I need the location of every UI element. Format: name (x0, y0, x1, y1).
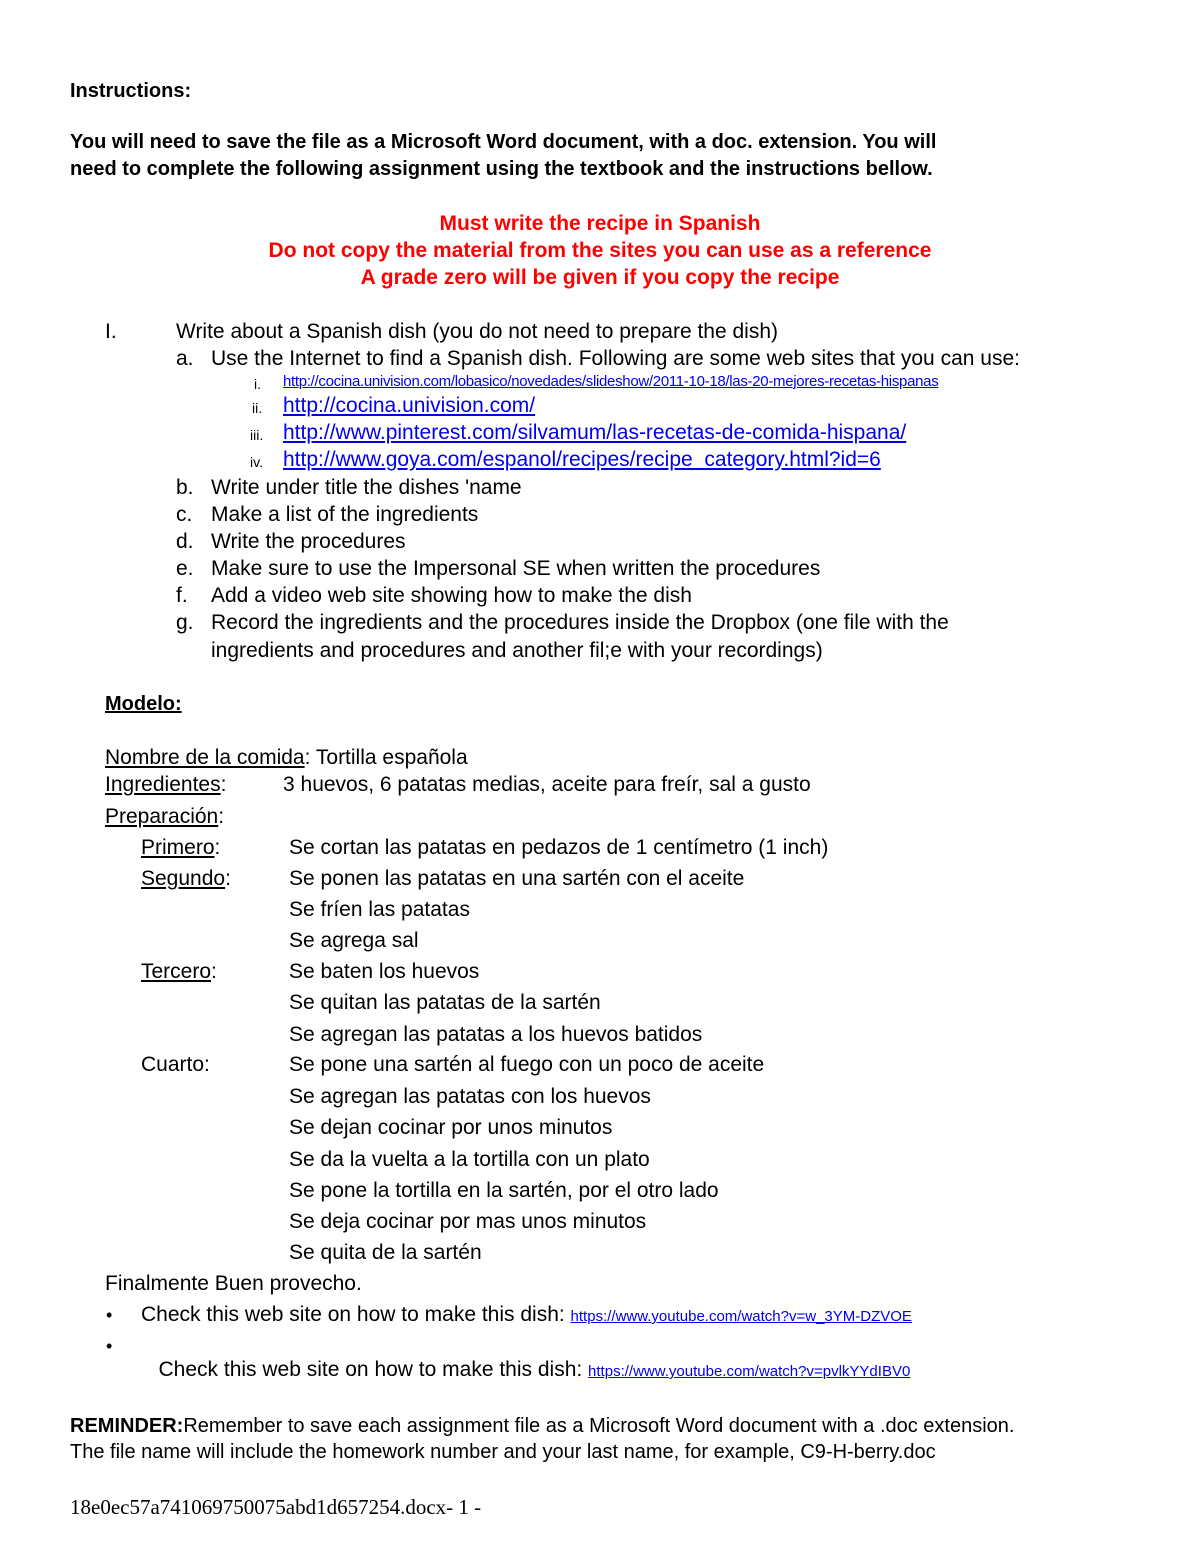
bullet-icon: • (106, 1336, 113, 1356)
step-line: Se dejan cocinar por unos minutos (289, 1116, 613, 1139)
reminder-label: REMINDER: (70, 1415, 184, 1437)
link-pinterest[interactable]: http://www.pinterest.com/silvamum/las-recetas-de-comida-hispana/ (283, 421, 907, 444)
step-line: Se quita de la sartén (289, 1241, 482, 1264)
segundo-colon: : (225, 867, 231, 890)
step-cuarto-label: Cuarto: (141, 1053, 210, 1076)
ingredients-value: 3 huevos, 6 patatas medias, aceite para freír, sal a gusto (283, 773, 811, 796)
step-line: Se pone una sartén al fuego con un poco de aceite (289, 1053, 765, 1076)
instructions-heading: Instructions: (70, 80, 192, 102)
video-link-2[interactable]: https://www.youtube.com/watch?v=pvlkYYdIBV0 (588, 1363, 911, 1380)
step-line: Se agregan las patatas a los huevos batidos (289, 1023, 703, 1046)
step-primero-label (141, 836, 220, 860)
ingredients-label: Ingredientes (105, 773, 221, 796)
item-g-text: Record the ingredients and the procedures inside the Dropbox (one file with the (211, 611, 949, 634)
step-segundo-label (141, 867, 231, 891)
step-line: Se deja cocinar por mas unos minutos (289, 1210, 647, 1233)
link-univision-recetas[interactable]: http://cocina.univision.com/lobasico/novedades/slideshow/2011-10-18/las-20-mejores-recetas-hispanas (283, 373, 939, 390)
link-univision[interactable]: http://cocina.univision.com/ (283, 394, 536, 417)
step-tercero-label (141, 960, 217, 984)
ingredients-label-row (105, 773, 226, 797)
step-line: Se agregan las patatas con los huevos (289, 1085, 651, 1108)
video-link-1[interactable]: https://www.youtube.com/watch?v=w_3YM-DZVOE (570, 1308, 912, 1325)
intro-line-2: need to complete the following assignment using the textbook and the instructions bellow. (70, 158, 933, 180)
link-marker-i: i. (254, 376, 261, 392)
item-e-marker: e. (176, 557, 194, 580)
recipe-name-value: : Tortilla española (304, 746, 468, 769)
item-f-text: Add a video web site showing how to make the dish (211, 584, 692, 607)
video-1-text: Check this web site on how to make this dish: (141, 1303, 571, 1326)
preparation-label: Preparación (105, 805, 219, 828)
item-b-text: Write under title the dishes 'name (211, 476, 522, 499)
step-line: Se pone la tortilla en la sartén, por el otro lado (289, 1179, 719, 1202)
segundo-label: Segundo (141, 867, 226, 890)
link-goya[interactable]: http://www.goya.com/espanol/recipes/recipe_category.html?id=6 (283, 448, 881, 471)
primero-label: Primero (141, 836, 215, 859)
recipe-name-row (105, 746, 468, 770)
warning-grade-zero: A grade zero will be given if you copy the recipe (360, 266, 840, 289)
item-g-marker: g. (176, 611, 194, 634)
preparation-colon: : (218, 805, 225, 828)
tercero-colon: : (211, 960, 217, 983)
item-g-continuation: ingredients and procedures and another fil;e with your recordings) (211, 639, 823, 662)
link-marker-ii: ii. (252, 400, 263, 416)
reminder-line-2: The file name will include the homework number and your last name, for example, C9-H-berry.doc (70, 1441, 936, 1463)
step-line: Se agrega sal (289, 929, 419, 952)
intro-line-1: You will need to save the file as a Microsoft Word document, with a doc. extension. You will (70, 131, 937, 153)
video-line-1 (141, 1303, 912, 1327)
item-a-text: Use the Internet to find a Spanish dish. Following are some web sites that you can use: (211, 347, 1020, 370)
step-line: Se da la vuelta a la tortilla con un plato (289, 1148, 650, 1171)
item-c-marker: c. (176, 503, 193, 526)
step-line: Se quitan las patatas de la sartén (289, 991, 601, 1014)
item-a-marker: a. (176, 347, 194, 370)
item-f-marker: f. (176, 584, 188, 607)
step-line: Se baten los huevos (289, 960, 480, 983)
recipe-name-label: Nombre de la comida (105, 746, 305, 769)
link-marker-iii: iii. (250, 427, 264, 443)
step-line: Se cortan las patatas en pedazos de 1 centímetro (1 inch) (289, 836, 829, 859)
recipe-closing: Finalmente Buen provecho. (105, 1272, 362, 1295)
video-2-text: Check this web site on how to make this dish: (152, 1358, 589, 1381)
primero-colon: : (214, 836, 221, 859)
warning-no-copy: Do not copy the material from the sites you can use as a reference (268, 239, 932, 262)
item-d-text: Write the procedures (211, 530, 406, 553)
item-b-marker: b. (176, 476, 194, 499)
preparation-row (105, 805, 224, 829)
tercero-label: Tercero (141, 960, 212, 983)
link-marker-iv: iv. (250, 454, 263, 470)
section-text: Write about a Spanish dish (you do not need to prepare the dish) (176, 320, 778, 343)
video-line-2 (141, 1334, 910, 1382)
section-marker: I. (105, 320, 117, 343)
step-line: Se ponen las patatas en una sartén con el aceite (289, 867, 745, 890)
item-d-marker: d. (176, 530, 194, 553)
reminder-line-1 (70, 1415, 1014, 1438)
step-line: Se fríen las patatas (289, 898, 470, 921)
item-e-text: Make sure to use the Impersonal SE when written the procedures (211, 557, 821, 580)
modelo-heading: Modelo: (105, 693, 182, 715)
warning-spanish: Must write the recipe in Spanish (439, 212, 761, 235)
page-footer: 18e0ec57a741069750075abd1d657254.docx- 1 - (70, 1495, 482, 1519)
item-c-text: Make a list of the ingredients (211, 503, 479, 526)
bullet-icon: • (106, 1305, 113, 1325)
ingredients-colon: : (220, 773, 227, 796)
reminder-text-1: Remember to save each assignment file as a Microsoft Word document with a .doc extension. (183, 1415, 1015, 1437)
